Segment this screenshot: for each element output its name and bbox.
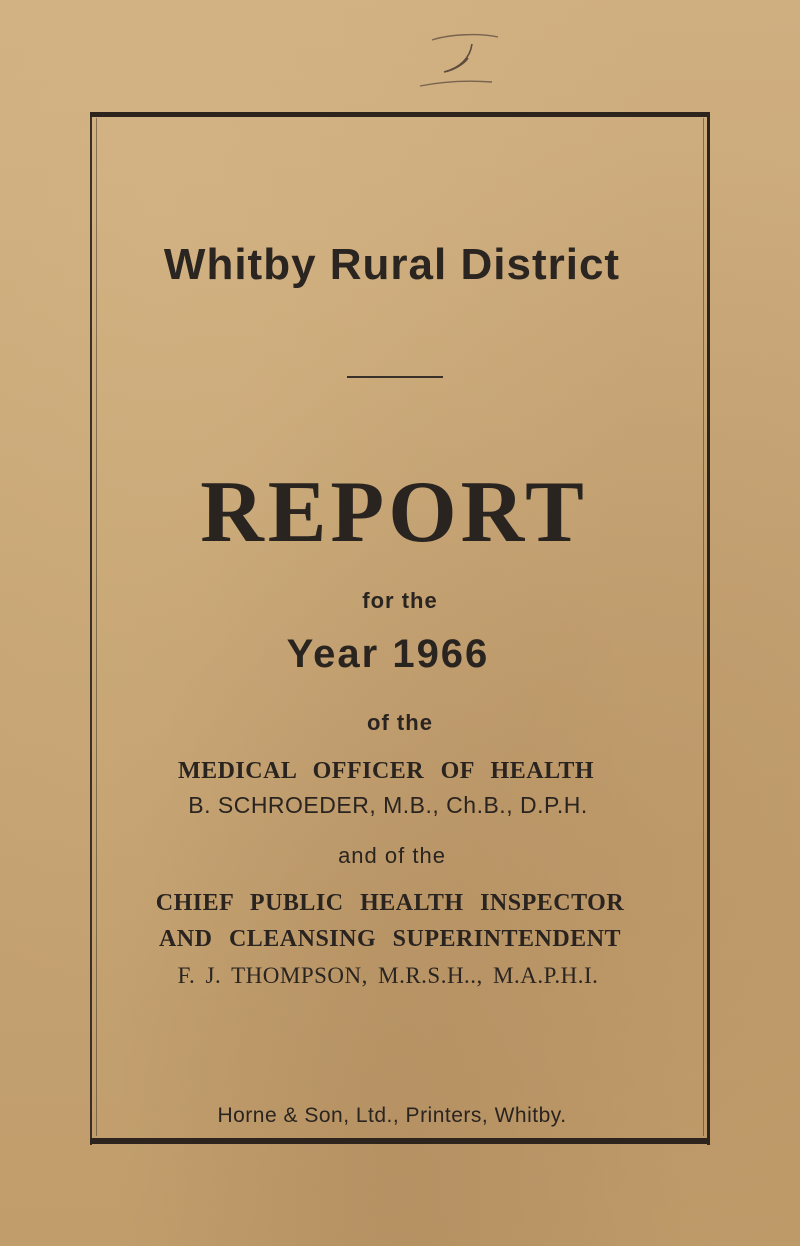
and-the-text: and of the <box>338 843 446 868</box>
officer-title: MEDICAL OFFICER OF HEALTH <box>177 758 595 784</box>
inspector-title-line-1: CHIEF PUBLIC HEALTH INSPECTOR <box>155 890 625 916</box>
bottom-rule <box>90 1138 710 1144</box>
report-year: Year 1966 <box>286 632 490 676</box>
of-the-text: of the <box>367 710 433 735</box>
top-rule <box>90 112 710 117</box>
district-heading: Whitby Rural District <box>163 240 621 289</box>
report-title: REPORT <box>200 464 588 561</box>
handwritten-pencil-mark <box>410 28 510 98</box>
inspector-title-line-2: AND CLEANSING SUPERINTENDENT <box>158 926 622 952</box>
officer-name: B. SCHROEDER, M.B., Ch.B., D.P.H. <box>188 792 588 818</box>
heading-divider <box>347 376 443 378</box>
inspector-name: F. J. THOMPSON, M.R.S.H.., M.A.P.H.I. <box>177 963 599 988</box>
printer-credit: Horne & Son, Ltd., Printers, Whitby. <box>217 1104 567 1127</box>
for-the-text: for the <box>362 588 438 613</box>
